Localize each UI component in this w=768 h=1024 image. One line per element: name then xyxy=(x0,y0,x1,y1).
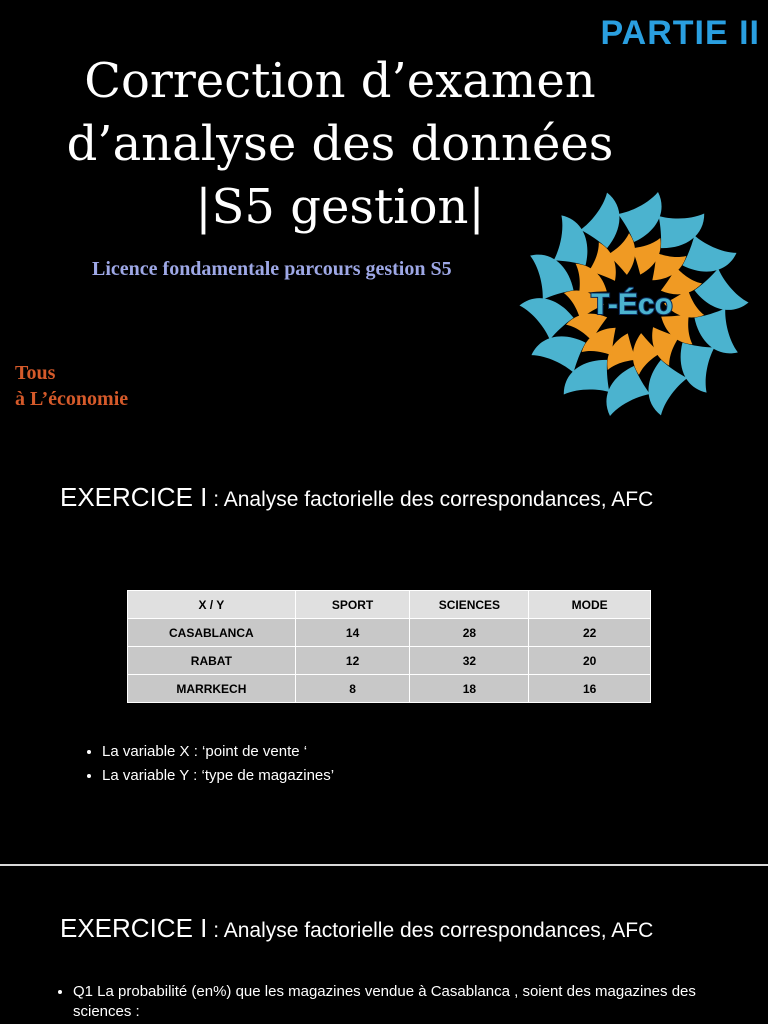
row-label: MARRKECH xyxy=(128,675,296,703)
t-eco-logo xyxy=(518,188,750,420)
list-item: • La variable Y : ‘type de magazines’ xyxy=(102,764,334,788)
table-cell: 16 xyxy=(529,675,651,703)
exercise-subject: : Analyse factorielle des correspondances, AFC xyxy=(207,488,654,511)
table-cell: 12 xyxy=(295,647,410,675)
table-row xyxy=(128,619,651,647)
partie-label: PARTIE II xyxy=(600,14,760,52)
header-xy: X / Y xyxy=(128,591,296,619)
question-list xyxy=(56,982,713,1022)
header-sciences: SCIENCES xyxy=(410,591,529,619)
table-cell: 32 xyxy=(410,647,529,675)
logo-petal-outer xyxy=(519,291,577,345)
table-cell: 8 xyxy=(295,675,410,703)
list-item: • La variable X : ‘point de vente ‘ xyxy=(102,740,334,764)
table-header-row xyxy=(128,591,651,619)
contingency-table xyxy=(127,590,651,703)
exercise-label: EXERCICE I xyxy=(60,913,208,943)
table-cell: 20 xyxy=(529,647,651,675)
question-q1: • Q1 La probabilité (en%) que les magazines vendue à Casablanca , soient des magazines des sciences : xyxy=(73,982,713,1022)
header-mode: MODE xyxy=(529,591,651,619)
title-line-3: |S5 gestion| xyxy=(195,179,485,235)
table-row xyxy=(128,647,651,675)
exercise-title xyxy=(60,482,653,513)
table-row xyxy=(128,675,651,703)
title-line-2: d’analyse des données xyxy=(66,116,614,172)
variable-list xyxy=(84,740,334,788)
table-cell: 28 xyxy=(410,619,529,647)
header-sport: SPORT xyxy=(295,591,410,619)
table-cell: 14 xyxy=(295,619,410,647)
title-line-1: Correction d’examen xyxy=(84,53,596,109)
exercise-title xyxy=(60,913,653,944)
table-cell: 22 xyxy=(529,619,651,647)
table-cell: 18 xyxy=(410,675,529,703)
logo-petal-outer xyxy=(691,263,749,317)
tous-line-1: Tous xyxy=(15,362,56,384)
exercise-subject: : Analyse factorielle des correspondances, AFC xyxy=(207,919,654,942)
row-label: RABAT xyxy=(128,647,296,675)
tous-line-2: à L’économie xyxy=(15,388,129,410)
tous-economie-label xyxy=(15,360,128,412)
row-label: CASABLANCA xyxy=(128,619,296,647)
exercise-label: EXERCICE I xyxy=(60,482,208,512)
slide-2 xyxy=(0,866,768,1024)
logo-petal-outer xyxy=(606,366,650,416)
logo-petal-outer xyxy=(618,192,662,242)
subtitle: Licence fondamentale parcours gestion S5 xyxy=(92,258,452,280)
logo-text: T-Éco xyxy=(591,288,673,321)
